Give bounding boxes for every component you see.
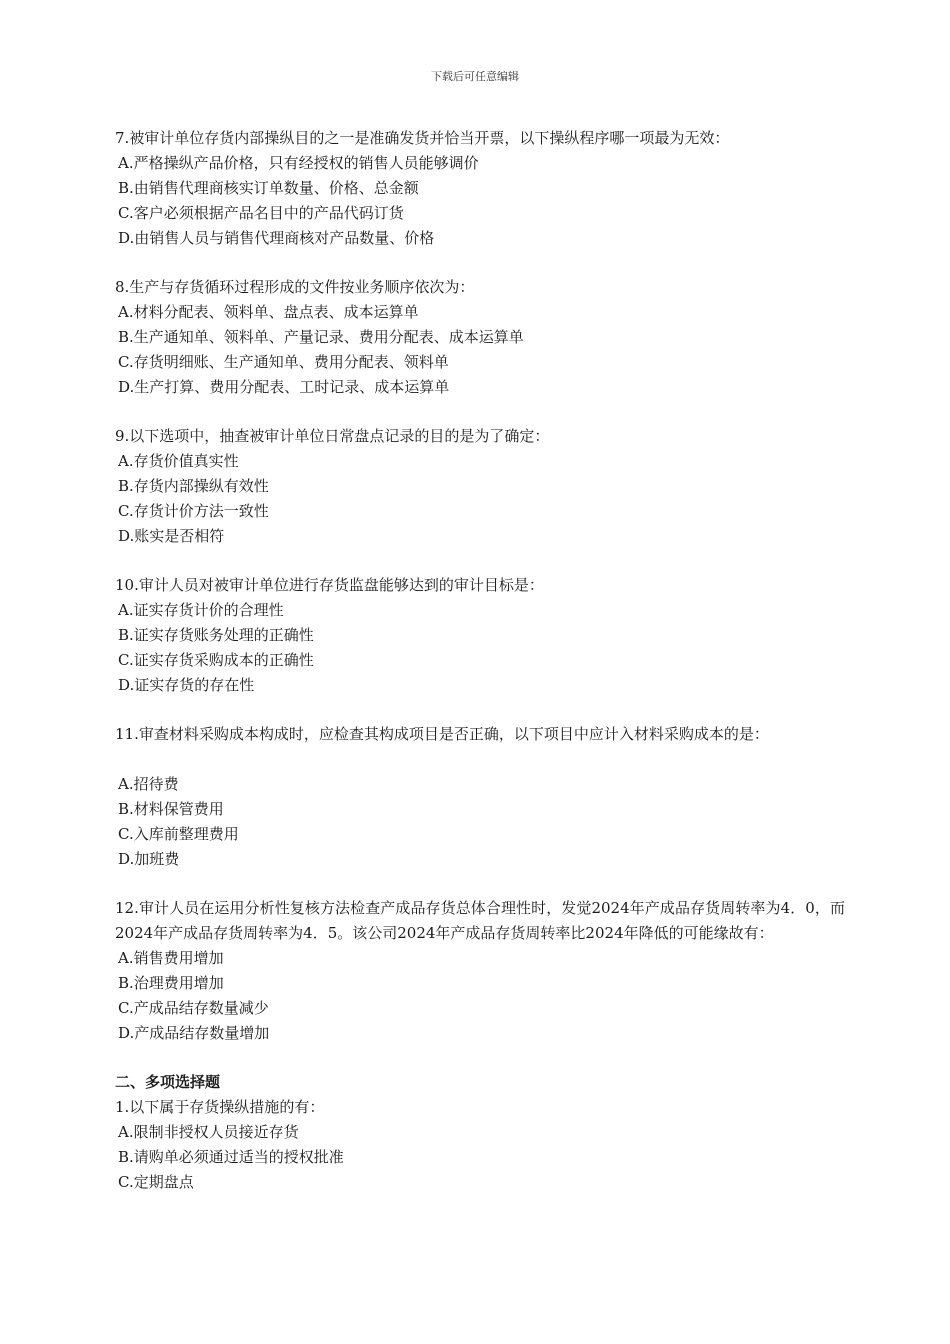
section-multiple-choice [115, 1070, 845, 1195]
option-a: A.销售费用增加 [118, 949, 224, 967]
option-d: D.加班费 [118, 850, 180, 868]
option-b: B.生产通知单、领料单、产量记录、费用分配表、成本运算单 [118, 328, 524, 346]
question-7 [115, 126, 845, 251]
option-a: A.材料分配表、领料单、盘点表、成本运算单 [118, 303, 419, 321]
question-stem: 1.以下属于存货操纵措施的有： [115, 1098, 325, 1116]
question-stem: 12.审计人员在运用分析性复核方法检查产成品存货总体合理性时，发觉2024年产成品存货周转率为4．0，而2024年产成品存货周转率为4．5。该公司2024年产成品存货周转率比2024年降低的可能缘故有： [115, 899, 845, 942]
question-8 [115, 275, 845, 400]
option-d: D.产成品结存数量增加 [118, 1024, 270, 1042]
question-10 [115, 573, 845, 698]
blank-line [115, 747, 845, 772]
option-c: C.证实存货采购成本的正确性 [118, 651, 314, 669]
question-12 [115, 896, 845, 1046]
option-d: D.生产打算、费用分配表、工时记录、成本运算单 [118, 378, 450, 396]
document-body [115, 126, 845, 1195]
question-stem: 9.以下选项中，抽查被审计单位日常盘点记录的目的是为了确定： [115, 427, 550, 445]
question-stem: 8.生产与存货循环过程形成的文件按业务顺序依次为： [115, 278, 475, 296]
option-a: A.存货价值真实性 [118, 452, 239, 470]
option-a: A.证实存货计价的合理性 [118, 601, 284, 619]
option-a: A.严格操纵产品价格，只有经授权的销售人员能够调价 [118, 154, 479, 172]
question-stem: 10.审计人员对被审计单位进行存货监盘能够达到的审计目标是： [115, 576, 544, 594]
option-b: B.材料保管费用 [118, 800, 224, 818]
page-header: 下载后可任意编辑 [431, 70, 519, 83]
question-stem: 7.被审计单位存货内部操纵目的之一是准确发货并恰当开票，以下操纵程序哪一项最为无效： [115, 129, 730, 147]
question-stem: 11.审查材料采购成本构成时，应检查其构成项目是否正确，以下项目中应计入材料采购成本的是： [115, 725, 769, 743]
option-b: B.请购单必须通过适当的授权批准 [118, 1148, 344, 1166]
option-b: B.证实存货账务处理的正确性 [118, 626, 314, 644]
option-c: C.定期盘点 [118, 1173, 194, 1191]
option-d: D.证实存货的存在性 [118, 676, 255, 694]
section-title: 二、多项选择题 [115, 1073, 221, 1091]
question-11 [115, 722, 845, 872]
option-b: B.治理费用增加 [118, 974, 224, 992]
option-c: C.存货计价方法一致性 [118, 502, 269, 520]
question-9 [115, 424, 845, 549]
option-c: C.入库前整理费用 [118, 825, 239, 843]
option-b: B.由销售代理商核实订单数量、价格、总金额 [118, 179, 419, 197]
option-d: D.由销售人员与销售代理商核对产品数量、价格 [118, 229, 435, 247]
option-c: C.存货明细账、生产通知单、费用分配表、领料单 [118, 353, 449, 371]
option-a: A.限制非授权人员接近存货 [118, 1123, 299, 1141]
option-c: C.产成品结存数量减少 [118, 999, 269, 1017]
option-d: D.账实是否相符 [118, 527, 225, 545]
option-a: A.招待费 [118, 775, 179, 793]
option-b: B.存货内部操纵有效性 [118, 477, 269, 495]
option-c: C.客户必须根据产品名目中的产品代码订货 [118, 204, 404, 222]
